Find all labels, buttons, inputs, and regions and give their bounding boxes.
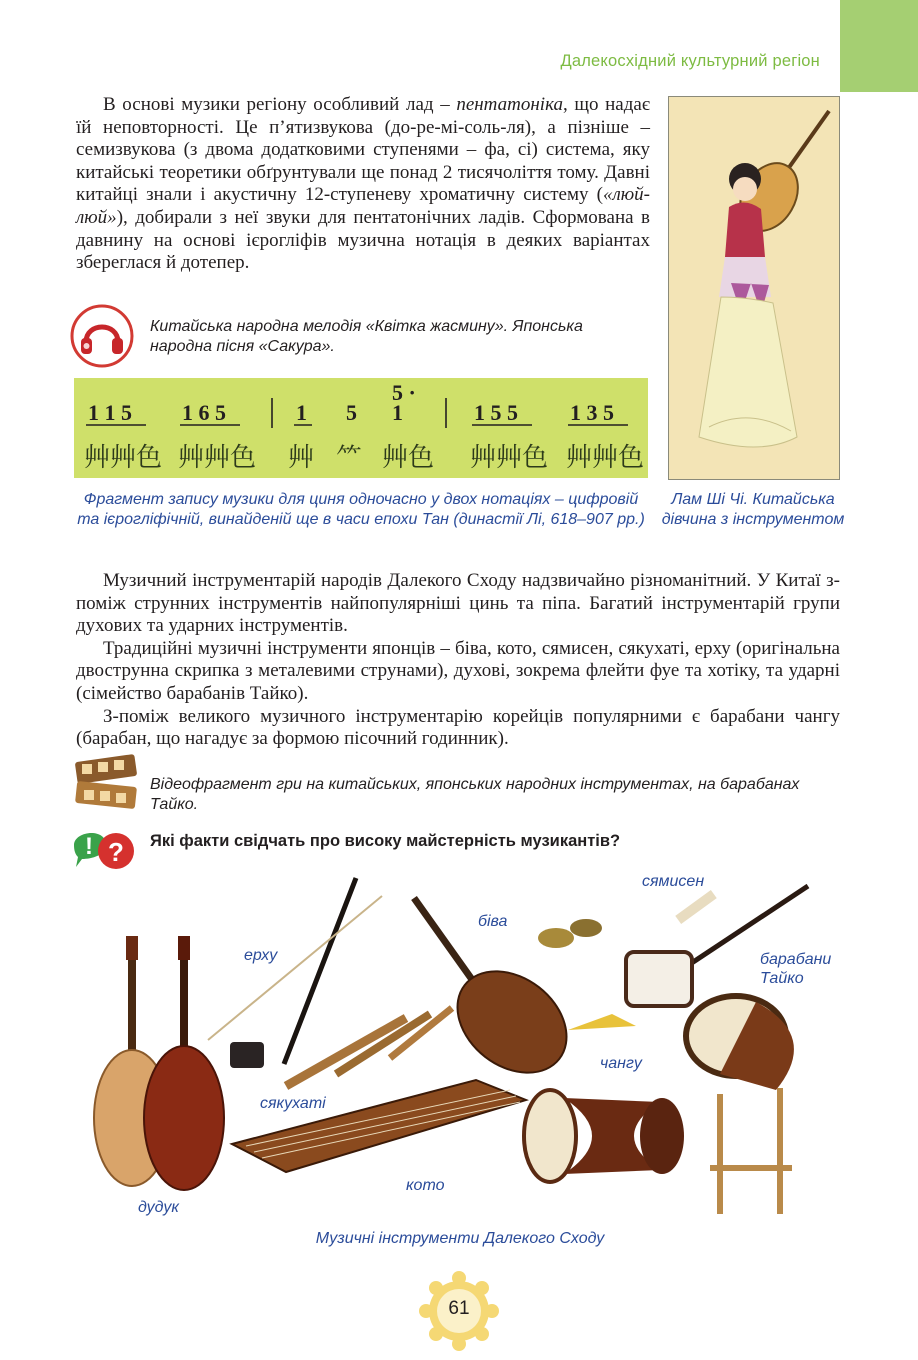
label-koto: кото bbox=[406, 1177, 445, 1194]
label-taiko: барабани Тайко bbox=[760, 951, 832, 987]
notation-caption: Фрагмент запису музики для циня одночасно у двох нотаціях – цифровій та ієрогліфічній, винайденій ще в часи епохи Тан (династії Лі, 618–907 рр.) bbox=[77, 491, 645, 528]
label-biwa: біва bbox=[478, 913, 508, 930]
running-header: Далекосхідний культурний регіон bbox=[560, 52, 820, 70]
svg-text:⾋⾋⾊: ⾋⾋⾊ bbox=[470, 443, 549, 473]
music-notation-fragment bbox=[74, 378, 648, 478]
intro-text-3: ), добирали з неї звуки для пентатонічних ладів. Сформована в давнину на основі ієрогліфів музична нотація в деяких варіантах збереглася й дотепер. bbox=[76, 206, 650, 274]
photo-caption: Музичні інструменти Далекого Сходу bbox=[315, 1230, 605, 1247]
painting-caption: Лам Ші Чі. Китайська дівчина з інструментом bbox=[661, 491, 845, 528]
question-icon bbox=[70, 823, 136, 871]
painting-chinese-girl bbox=[668, 96, 840, 480]
label-duduk: дудук bbox=[138, 1199, 179, 1216]
label-janggu: чангу bbox=[600, 1055, 642, 1072]
term-pentatonic: пентатоніка bbox=[456, 94, 563, 115]
headphones-icon bbox=[70, 304, 134, 368]
instruments-paragraph-3: З-поміж великого музичного інструментарію корейців популярними є барабани чангу (барабан, що нагадує за формою пісочний годинник). bbox=[76, 705, 840, 750]
notation-group-5: 1 bbox=[392, 400, 403, 425]
label-erhu: ерху bbox=[244, 947, 278, 964]
video-assignment: Відеофрагмент гри на китайських, японських народних інструментах, на барабанах Тайко. bbox=[150, 776, 800, 813]
notation-group-1: 1 1 5 bbox=[88, 400, 132, 425]
svg-text:⾋⾋⾊: ⾋⾋⾊ bbox=[178, 443, 257, 473]
listening-assignment: Китайська народна мелодія «Квітка жасмину». Японська народна пісня «Сакура». bbox=[150, 318, 583, 355]
notation-group-2: 1 6 5 bbox=[182, 400, 226, 425]
notation-group-6: 1 5 5 bbox=[474, 400, 518, 425]
intro-text-2: , що надає їй неповторності. Це п’ятизвукова (до-ре-мі-соль-ля), а пізніше – семизвукова (з двома додатковими ступенями – фа, сі) система, яку китайські теоретики обґрунтували ще понад 2 тисячоліття тому. Давні китайці знали і акустичну 12-ступеневу хроматичну систему ( bbox=[76, 94, 650, 206]
notation-group-7: 1 3 5 bbox=[570, 400, 614, 425]
label-shakuhachi: сякухаті bbox=[260, 1095, 326, 1112]
svg-text:⺮: ⺮ bbox=[336, 443, 363, 473]
intro-paragraph bbox=[76, 94, 650, 275]
notation-top-mark: 5 · bbox=[392, 380, 416, 405]
intro-text-1: В основі музики регіону особливий лад – bbox=[103, 94, 457, 115]
svg-text:⾋: ⾋ bbox=[288, 443, 315, 473]
instruments-text bbox=[76, 570, 840, 751]
far-east-instruments-photo bbox=[80, 868, 840, 1224]
page-number: 61 bbox=[448, 1298, 470, 1319]
instruments-paragraph-1: Музичний інструментарій народів Далекого Сходу надзвичайно різноманітний. У Китаї з-поміж струнних інструментів найпопулярніші цинь та піпа. Багатий інструментарій групи духових та ударних інструментів. bbox=[76, 570, 840, 637]
notation-group-4: 5 bbox=[346, 400, 357, 425]
notation-group-3: 1 bbox=[296, 400, 307, 425]
svg-text:⾋⾋⾊: ⾋⾋⾊ bbox=[84, 443, 163, 473]
svg-text:!: ! bbox=[85, 833, 93, 860]
label-shamisen: сямисен bbox=[642, 873, 705, 890]
svg-text:?: ? bbox=[108, 837, 124, 867]
film-reel-icon bbox=[72, 752, 140, 814]
instruments-paragraph-2: Традиційні музичні інструменти японців – біва, кото, сямисен, сякухаті, ерху (оригінальна двострунна скрипка з металевими струнами), духові, зокрема флейти фуе та хотіку, та ударні (сімейство барабанів Тайко). bbox=[76, 637, 840, 704]
header-color-tab bbox=[840, 0, 918, 92]
svg-text:⾋⾋⾊: ⾋⾋⾊ bbox=[566, 443, 645, 473]
term-lyu-lyu: «люй-люй» bbox=[76, 184, 650, 228]
svg-text:⾋⾊: ⾋⾊ bbox=[382, 443, 435, 473]
discussion-question: Які факти свідчать про високу майстерність музикантів? bbox=[150, 832, 621, 850]
